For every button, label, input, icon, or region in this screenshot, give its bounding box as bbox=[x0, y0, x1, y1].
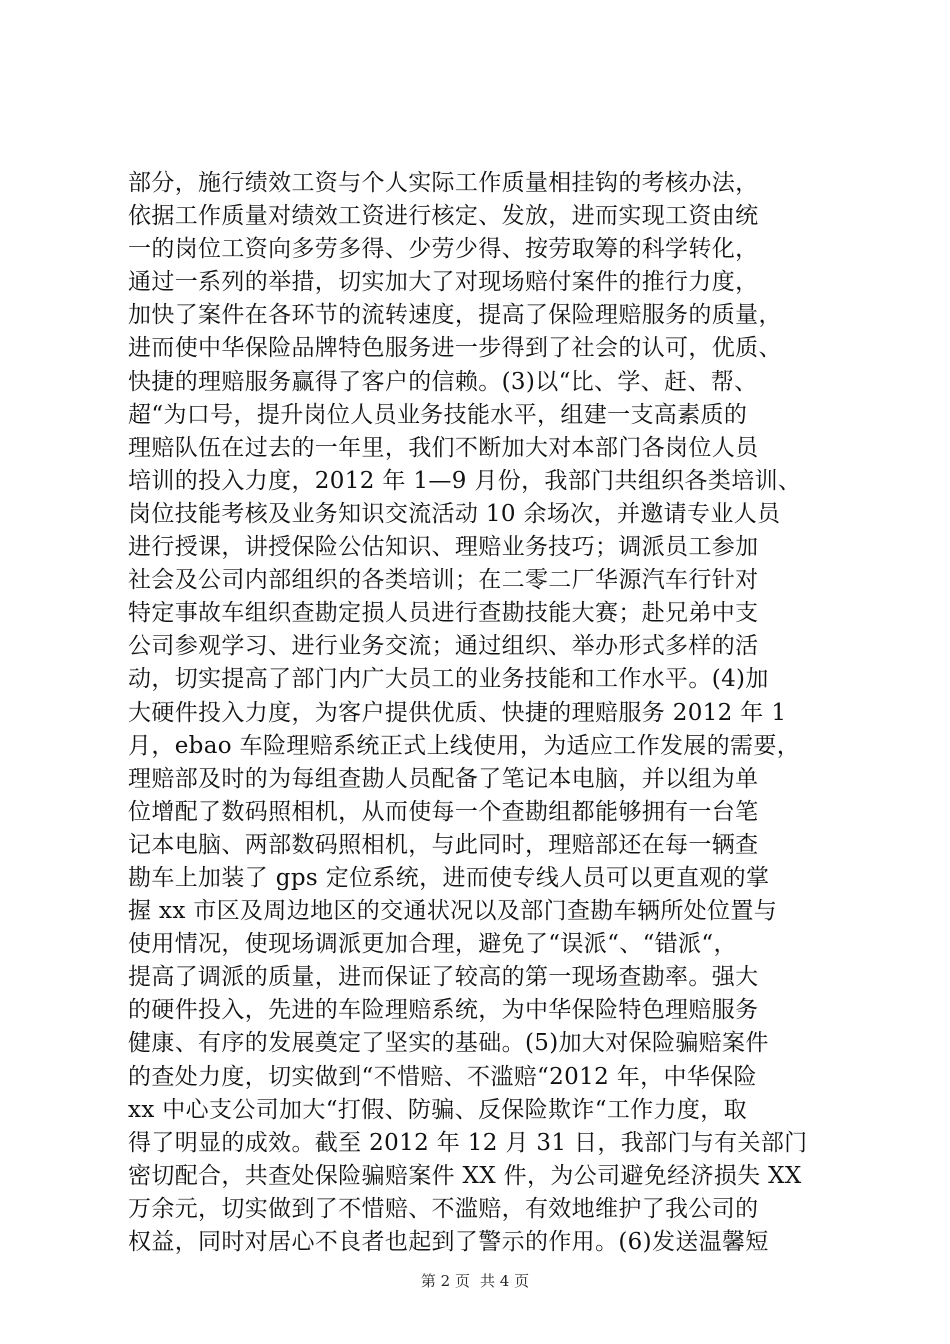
text-line: 进而使中华保险品牌特色服务进一步得到了社会的认可，优质、 bbox=[128, 335, 782, 362]
page-number: 第 2 页 bbox=[420, 1272, 470, 1290]
text-line: 超“为口号，提升岗位人员业务技能水平，组建一支高素质的 bbox=[128, 401, 748, 428]
text-line: 加快了案件在各环节的流转速度，提高了保险理赔服务的质量， bbox=[128, 302, 782, 329]
text-line: 培训的投入力度，2012 年 1—9 月份，我部门共组织各类培训、 bbox=[128, 467, 802, 494]
text-line: 理赔队伍在过去的一年里，我们不断加大对本部门各岗位人员 bbox=[128, 434, 759, 461]
text-line: 一的岗位工资向多劳多得、少劳少得、按劳取筹的科学转化， bbox=[128, 236, 759, 263]
text-line: 进行授课，讲授保险公估知识、理赔业务技巧；调派员工参加 bbox=[128, 534, 759, 561]
text-line: 握 xx 市区及周边地区的交通状况以及部门查勘车辆所处位置与 bbox=[128, 898, 778, 925]
text-line: 的查处力度，切实做到“不惜赔、不滥赔“2012 年，中华保险 bbox=[128, 1063, 757, 1090]
text-line: 提高了调派的质量，进而保证了较高的第一现场查勘率。强大 bbox=[128, 964, 759, 991]
text-line: 密切配合，共查处保险骗赔案件 XX 件，为公司避免经济损失 XX bbox=[128, 1162, 802, 1189]
text-line: 万余元，切实做到了不惜赔、不滥赔，有效地维护了我公司的 bbox=[128, 1195, 759, 1222]
text-line: 社会及公司内部组织的各类培训；在二零二厂华源汽车行针对 bbox=[128, 567, 759, 594]
text-line: 特定事故车组织查勘定损人员进行查勘技能大赛；赴兄弟中支 bbox=[128, 600, 759, 627]
text-line: 依据工作质量对绩效工资进行核定、发放，进而实现工资由统 bbox=[128, 203, 759, 230]
text-line: 通过一系列的举措，切实加大了对现场赔付案件的推行力度， bbox=[128, 269, 759, 296]
text-line: xx 中心支公司加大“打假、防骗、反保险欺诈“工作力度，取 bbox=[128, 1096, 747, 1123]
text-line: 权益，同时对居心不良者也起到了警示的作用。(6)发送温馨短 bbox=[128, 1229, 769, 1255]
text-line: 岗位技能考核及业务知识交流活动 10 余场次，并邀请专业人员 bbox=[128, 500, 781, 527]
text-line: 使用情况，使现场调派更加合理，避免了“误派“、“错派“， bbox=[128, 931, 737, 958]
page-footer bbox=[0, 1270, 950, 1291]
text-line: 动，切实提高了部门内广大员工的业务技能和工作水平。(4)加 bbox=[128, 666, 769, 693]
text-line: 理赔部及时的为每组查勘人员配备了笔记本电脑，并以组为单 bbox=[128, 765, 759, 792]
text-line: 的硬件投入，先进的车险理赔系统，为中华保险特色理赔服务 bbox=[128, 997, 759, 1024]
text-line: 公司参观学习、进行业务交流；通过组织、举办形式多样的活 bbox=[128, 633, 759, 660]
text-line: 快捷的理赔服务赢得了客户的信赖。(3)以“比、学、赶、帮、 bbox=[128, 368, 758, 395]
text-line: 大硬件投入力度，为客户提供优质、快捷的理赔服务 2012 年 1 bbox=[128, 699, 787, 726]
text-line: 记本电脑、两部数码照相机，与此同时，理赔部还在每一辆查 bbox=[128, 831, 759, 858]
text-line: 健康、有序的发展奠定了坚实的基础。(5)加大对保险骗赔案件 bbox=[128, 1030, 769, 1057]
text-line: 勘车上加装了 gps 定位系统，进而使专线人员可以更直观的掌 bbox=[128, 864, 770, 891]
text-line: 得了明显的成效。截至 2012 年 12 月 31 日，我部门与有关部门 bbox=[128, 1129, 808, 1156]
page-total: 共 4 页 bbox=[480, 1272, 530, 1290]
body-text bbox=[128, 167, 828, 1259]
text-line: 部分，施行绩效工资与个人实际工作质量相挂钩的考核办法， bbox=[128, 170, 759, 196]
text-line: 位增配了数码照相机，从而使每一个查勘组都能够拥有一台笔 bbox=[128, 798, 759, 825]
text-line: 月，ebao 车险理赔系统正式上线使用，为适应工作发展的需要， bbox=[128, 732, 801, 759]
